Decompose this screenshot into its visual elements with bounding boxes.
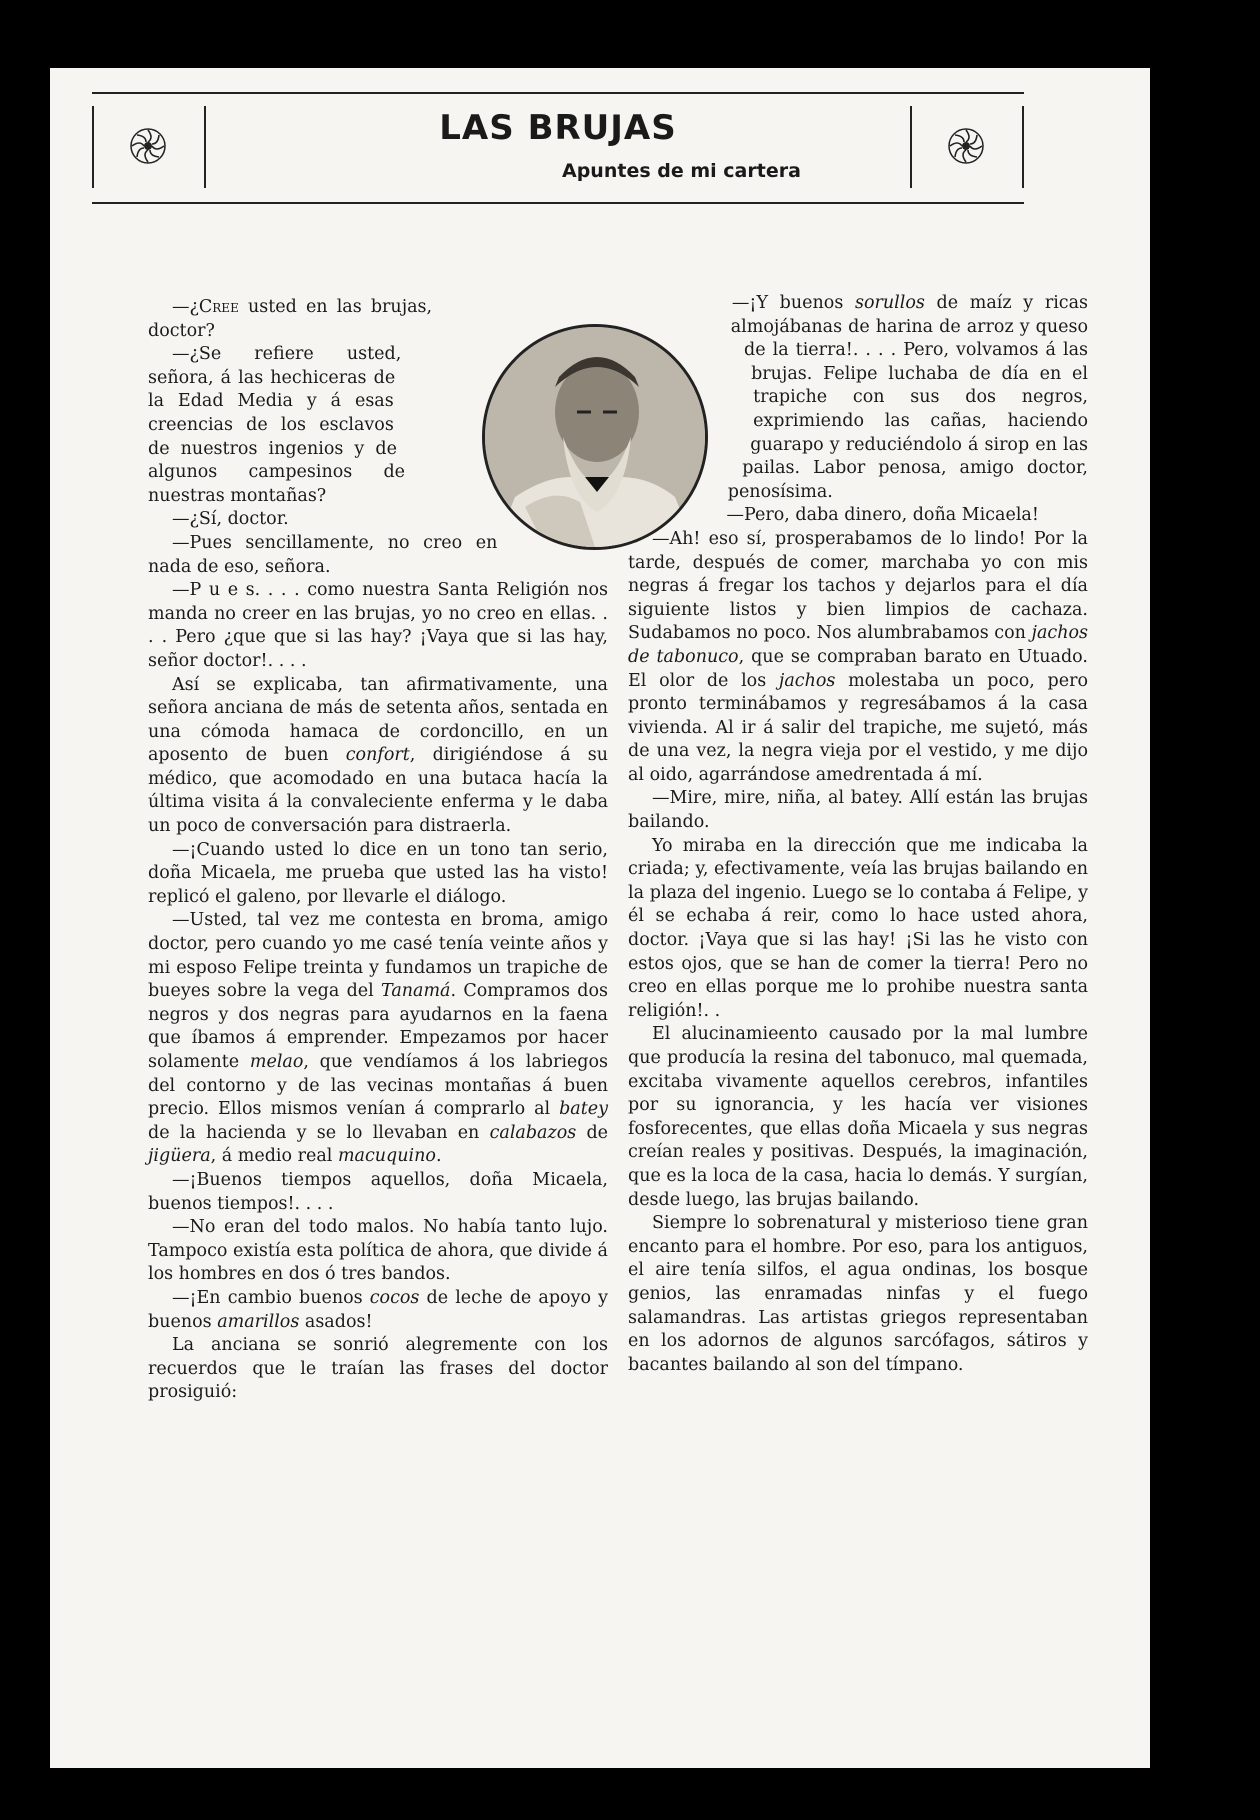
italic-term: amarillos — [217, 1311, 300, 1332]
italic-term: jachos — [778, 670, 836, 691]
paragraph: El alucinamieento causado por la mal lumbre que producía la resina del tabonuco, mal quemada, excitaba vivamente aquellos cerebros, infantiles por su ignorancia, y les hacía ver visiones fosforecentes, que ellas doña Micaela y sus negras creían reales y positivas. Después, la imaginación, que es la loca de la casa, hacia lo demás. Y surgían, desde luego, las brujas bailando. — [628, 1024, 1088, 1210]
italic-term: calabazos — [489, 1122, 577, 1143]
article-title: LAS BRUJAS — [439, 108, 677, 148]
italic-term: macuquino — [337, 1146, 436, 1167]
paragraph: Yo miraba en la dirección que me indicaba la criada; y, efectivamente, veía las brujas bailando en la plaza del ingenio. Luego se lo contaba á Felipe, y él se echaba á reir, como lo hace usted ahora, doctor. ¡Vaya que si las hay! ¡Si las he visto con estos ojos, que se han de comer la tierra! Pero no creo en ellas porque me lo prohibe nuestra santa religión!. . — [628, 835, 1088, 1021]
text-run: de leche de apoyo y buenos — [148, 1287, 608, 1332]
ornament-box-right — [910, 106, 1024, 188]
text-run: , dirigiéndose á su médico, que acomodado en una butaca hacía la última visita á la convaleciente enferma y le daba un poco de conversación para distraerla. — [148, 745, 608, 837]
italic-term: Tanamá — [381, 981, 451, 1002]
text-run: de — [576, 1122, 609, 1143]
paragraph — [148, 909, 608, 1169]
paragraph: —Pues sencillamente, no creo en nada de eso, señora. — [148, 532, 498, 577]
rosette-icon — [946, 126, 986, 166]
text-run: molestaba un poco, pero pronto terminábamos y regresábamos á la casa vivienda. Al ir á salir del trapiche, me sujetó, más de una vez, la negra vieja por el vestido, y me dijo al oido, agarrándose amedrentada á mí. — [628, 670, 1088, 785]
italic-term: confort — [345, 745, 410, 766]
scan-border — [1150, 68, 1260, 1768]
italic-term: jachos de tabonuco — [628, 623, 1088, 667]
paragraph: —Mire, mire, niña, al batey. Allí están las brujas bailando. — [628, 788, 1088, 833]
portrait-wrap-space — [383, 296, 608, 566]
article-subtitle: Apuntes de mi cartera — [562, 160, 801, 182]
text-run: usted en las brujas, doctor? — [148, 297, 433, 341]
paragraph — [148, 674, 608, 839]
paragraph: —¿Se refiere usted, señora, á las hechiceras de la Edad Media y á esas creencias de los esclavos de nuestros ingenios y de algunos campesinos de nuestras montañas? — [148, 344, 406, 506]
text-run: Así se explicaba, tan afirmativamente, una señora anciana de más de setenta años, sentada en una cómoda hamaca de cordoncillo, en un aposento de buen — [148, 674, 608, 766]
paragraph: —¡Buenos tiempos aquellos, doña Micaela, buenos tiempos!. . . . — [148, 1169, 608, 1214]
paragraph: —P u e s. . . . como nuestra Santa Religión nos manda no creer en las brujas, yo no creo en ellas. . . . Pero ¿que que si las hay? ¡Vaya que si las hay, señor doctor!. . . . — [148, 580, 608, 671]
text-run: —Ah! eso sí, prosperabamos de lo lindo! Por la tarde, después de comer, marchaba yo con mis negras á fregar los tachos y dejarlos para el día siguiente listos y bien limpios de cachaza. Sudabamos no poco. Nos alumbrabamos con — [628, 528, 1088, 644]
text-run: , que vendíamos á los labriegos del contorno y de las vecinas montañas á buen precio. Ellos mismos venían á comprarlo al — [148, 1052, 608, 1120]
text-run: , que se compraban barato en Utuado. El olor de los — [628, 646, 1088, 691]
text-run: de maíz y ricas almojábanas de harina de arroz y queso de la tierra!. . . . Pero, volvamos á las brujas. Felipe luchaba de día en el trapiche con sus dos negros, exprimiendo las cañas, haciendo guarapo y reduciéndolo á sirop en las pailas. Labor penosa, amigo doctor, penosísima. — [727, 293, 1088, 502]
paragraph — [628, 528, 1088, 788]
italic-term: jigüera — [148, 1146, 211, 1167]
text-run: —Usted, tal vez me contesta en broma, amigo doctor, pero cuando yo me casé tenía veinte años y mi esposo Felipe treinta y fundamos un trapiche de bueyes sobre la vega del — [148, 910, 608, 1002]
text-run: —¡En cambio buenos — [172, 1287, 370, 1308]
paragraph: —No eran del todo malos. No había tanto lujo. Tampoco existía esta política de ahora, que divide á los hombres en dos ó tres bandos. — [148, 1217, 608, 1285]
paragraph: —¡Cuando usted lo dice en un tono tan serio, doña Micaela, me prueba que usted las ha visto! replicó el galeno, por llevarle el diálogo. — [148, 839, 608, 907]
text-run: , á medio real — [210, 1146, 338, 1167]
text-run: asados! — [299, 1311, 373, 1332]
paragraph — [148, 1287, 608, 1334]
paragraph: —Pero, daba dinero, doña Micaela! — [726, 505, 1039, 526]
text-run: . Compramos dos negros y dos negras para ayudarnos en la faena que íbamos á emprender. Empezamos por hacer solamente — [148, 981, 608, 1072]
paragraph: La anciana se sonrió alegremente con los recuerdos que le traían las frases del doctor prosiguió: — [148, 1335, 608, 1403]
column-left — [148, 296, 608, 1405]
column-right — [628, 292, 1088, 1377]
italic-term: melao — [249, 1052, 304, 1072]
text-run: de la hacienda y se lo llevaban en — [148, 1122, 490, 1143]
paragraph: Siempre lo sobrenatural y misterioso tiene gran encanto para el hombre. Por eso, para los antiguos, el aire tenía silfos, el agua ondinas, los bosque genios, las enramadas ninfas y el fuego salamandras. Las artistas griegos representaban en los adornos de algunos sarcófagos, sátiros y bacantes bailando al son del tímpano. — [628, 1213, 1088, 1375]
text-run: —¡Y buenos — [731, 293, 855, 313]
text-run: . — [435, 1146, 442, 1167]
article-header — [92, 92, 1024, 204]
paragraph: —¿Sí, doctor. — [172, 509, 289, 530]
italic-term: cocos — [369, 1287, 420, 1308]
italic-term: batey — [559, 1099, 608, 1120]
drop-word: —¿Cree — [172, 297, 239, 317]
italic-term: sorullos — [854, 293, 925, 313]
